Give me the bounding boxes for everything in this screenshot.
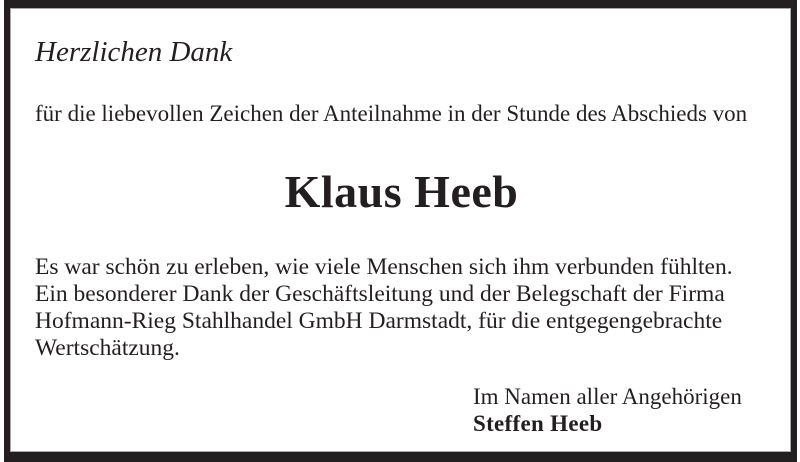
closing-on-behalf: Im Namen aller Angehörigen [473,384,742,409]
intro-text: für die liebevollen Zeichen der Anteilnahme in der Stunde des Abschieds von [35,101,748,126]
greeting-heading: Herzlichen Dank [35,36,233,68]
signature-name: Steffen Heeb [473,411,603,436]
deceased-name: Klaus Heeb [284,166,519,217]
obituary-ad-frame [4,0,797,462]
obituary-ad-content [20,17,782,441]
closing-block [473,383,768,437]
body-line: Hofmann-Rieg Stahlhandel GmbH Darmstadt, für die entgegengebrachte [35,308,723,334]
body-line: Es war schön zu erleben, wie viele Menschen sich ihm verbunden fühlten. [35,254,733,280]
body-line: Ein besonderer Dank der Geschäftsleitung und der Belegschaft der Firma [35,281,725,307]
body-line: Wertschätzung. [35,335,180,361]
body-text [35,254,768,362]
